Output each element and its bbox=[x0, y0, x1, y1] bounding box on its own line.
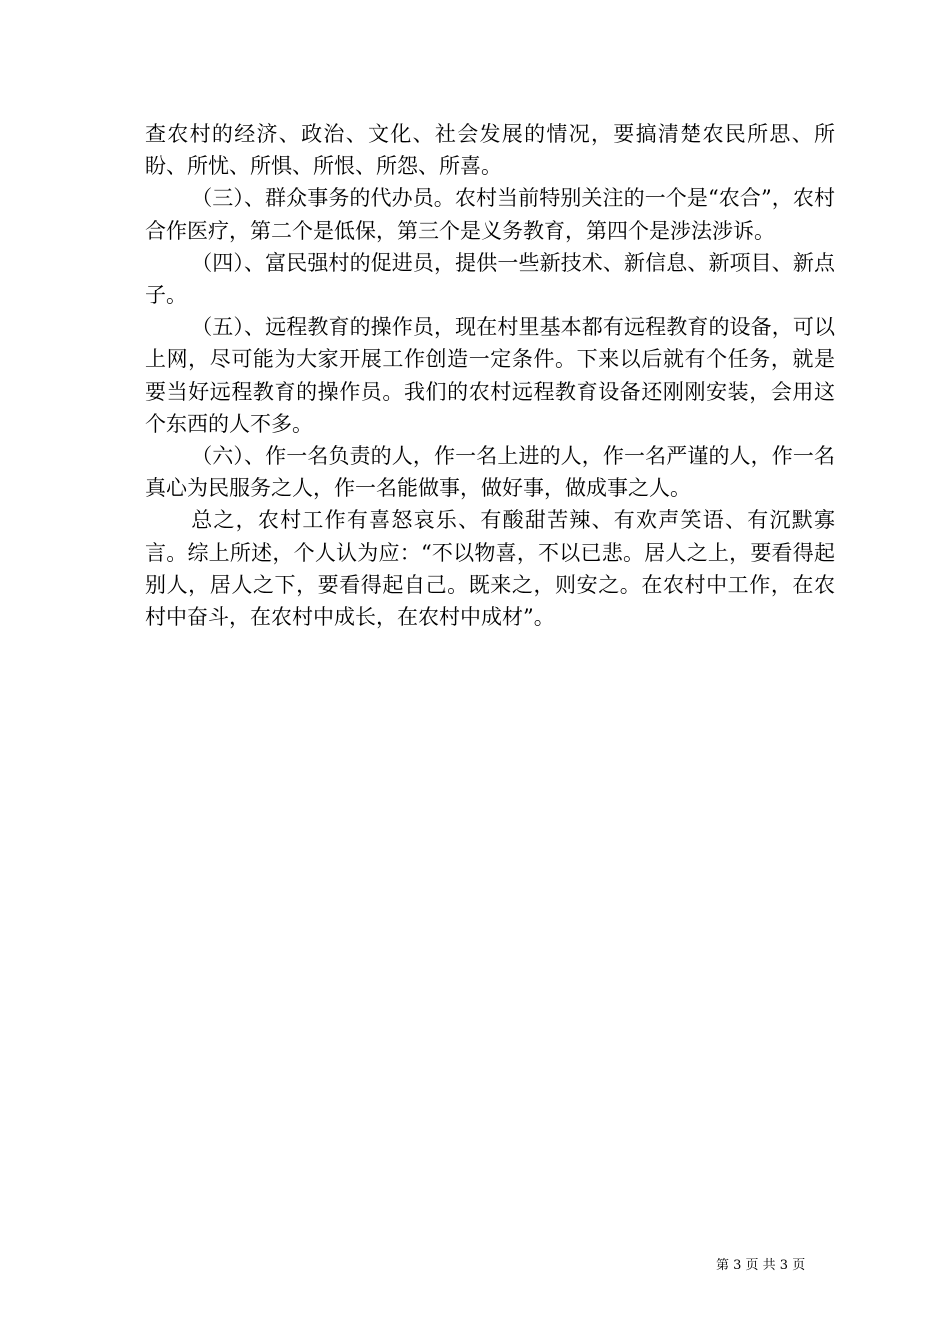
page-footer: 第 3 页 共 3 页 bbox=[716, 1258, 806, 1273]
paragraph-continuation: 查农村的经济、政治、文化、社会发展的情况，要搞清楚农民所思、所盼、所忧、所惧、所恨、所怨、所喜。 bbox=[145, 122, 835, 179]
paragraph-item-5: （五）、远程教育的操作员，现在村里基本都有远程教育的设备，可以上网，尽可能为大家开展工作创造一定条件。下来以后就有个任务，就是要当好远程教育的操作员。我们的农村远程教育设备还刚刚安装，会用这个东西的人不多。 bbox=[145, 315, 835, 436]
paragraph-item-6: （六）、作一名负责的人，作一名上进的人，作一名严谨的人，作一名真心为民服务之人，作一名能做事，做好事，做成事之人。 bbox=[145, 444, 835, 501]
paragraph-conclusion: 总之，农村工作有喜怒哀乐、有酸甜苦辣、有欢声笑语、有沉默寡言。综上所述，个人认为应：“不以物喜，不以已悲。居人之上，要看得起别人，居人之下，要看得起自己。既来之，则安之。在农村中工作，在农村中奋斗，在农村中成长，在农村中成材”。 bbox=[145, 508, 835, 630]
paragraph-item-4: （四）、富民强村的促进员，提供一些新技术、新信息、新项目、新点子。 bbox=[145, 250, 835, 308]
document-body bbox=[145, 118, 835, 633]
paragraph-item-3: （三）、群众事务的代办员。农村当前特别关注的一个是“农合”，农村合作医疗，第二个是低保，第三个是义务教育，第四个是涉法涉诉。 bbox=[145, 186, 835, 243]
